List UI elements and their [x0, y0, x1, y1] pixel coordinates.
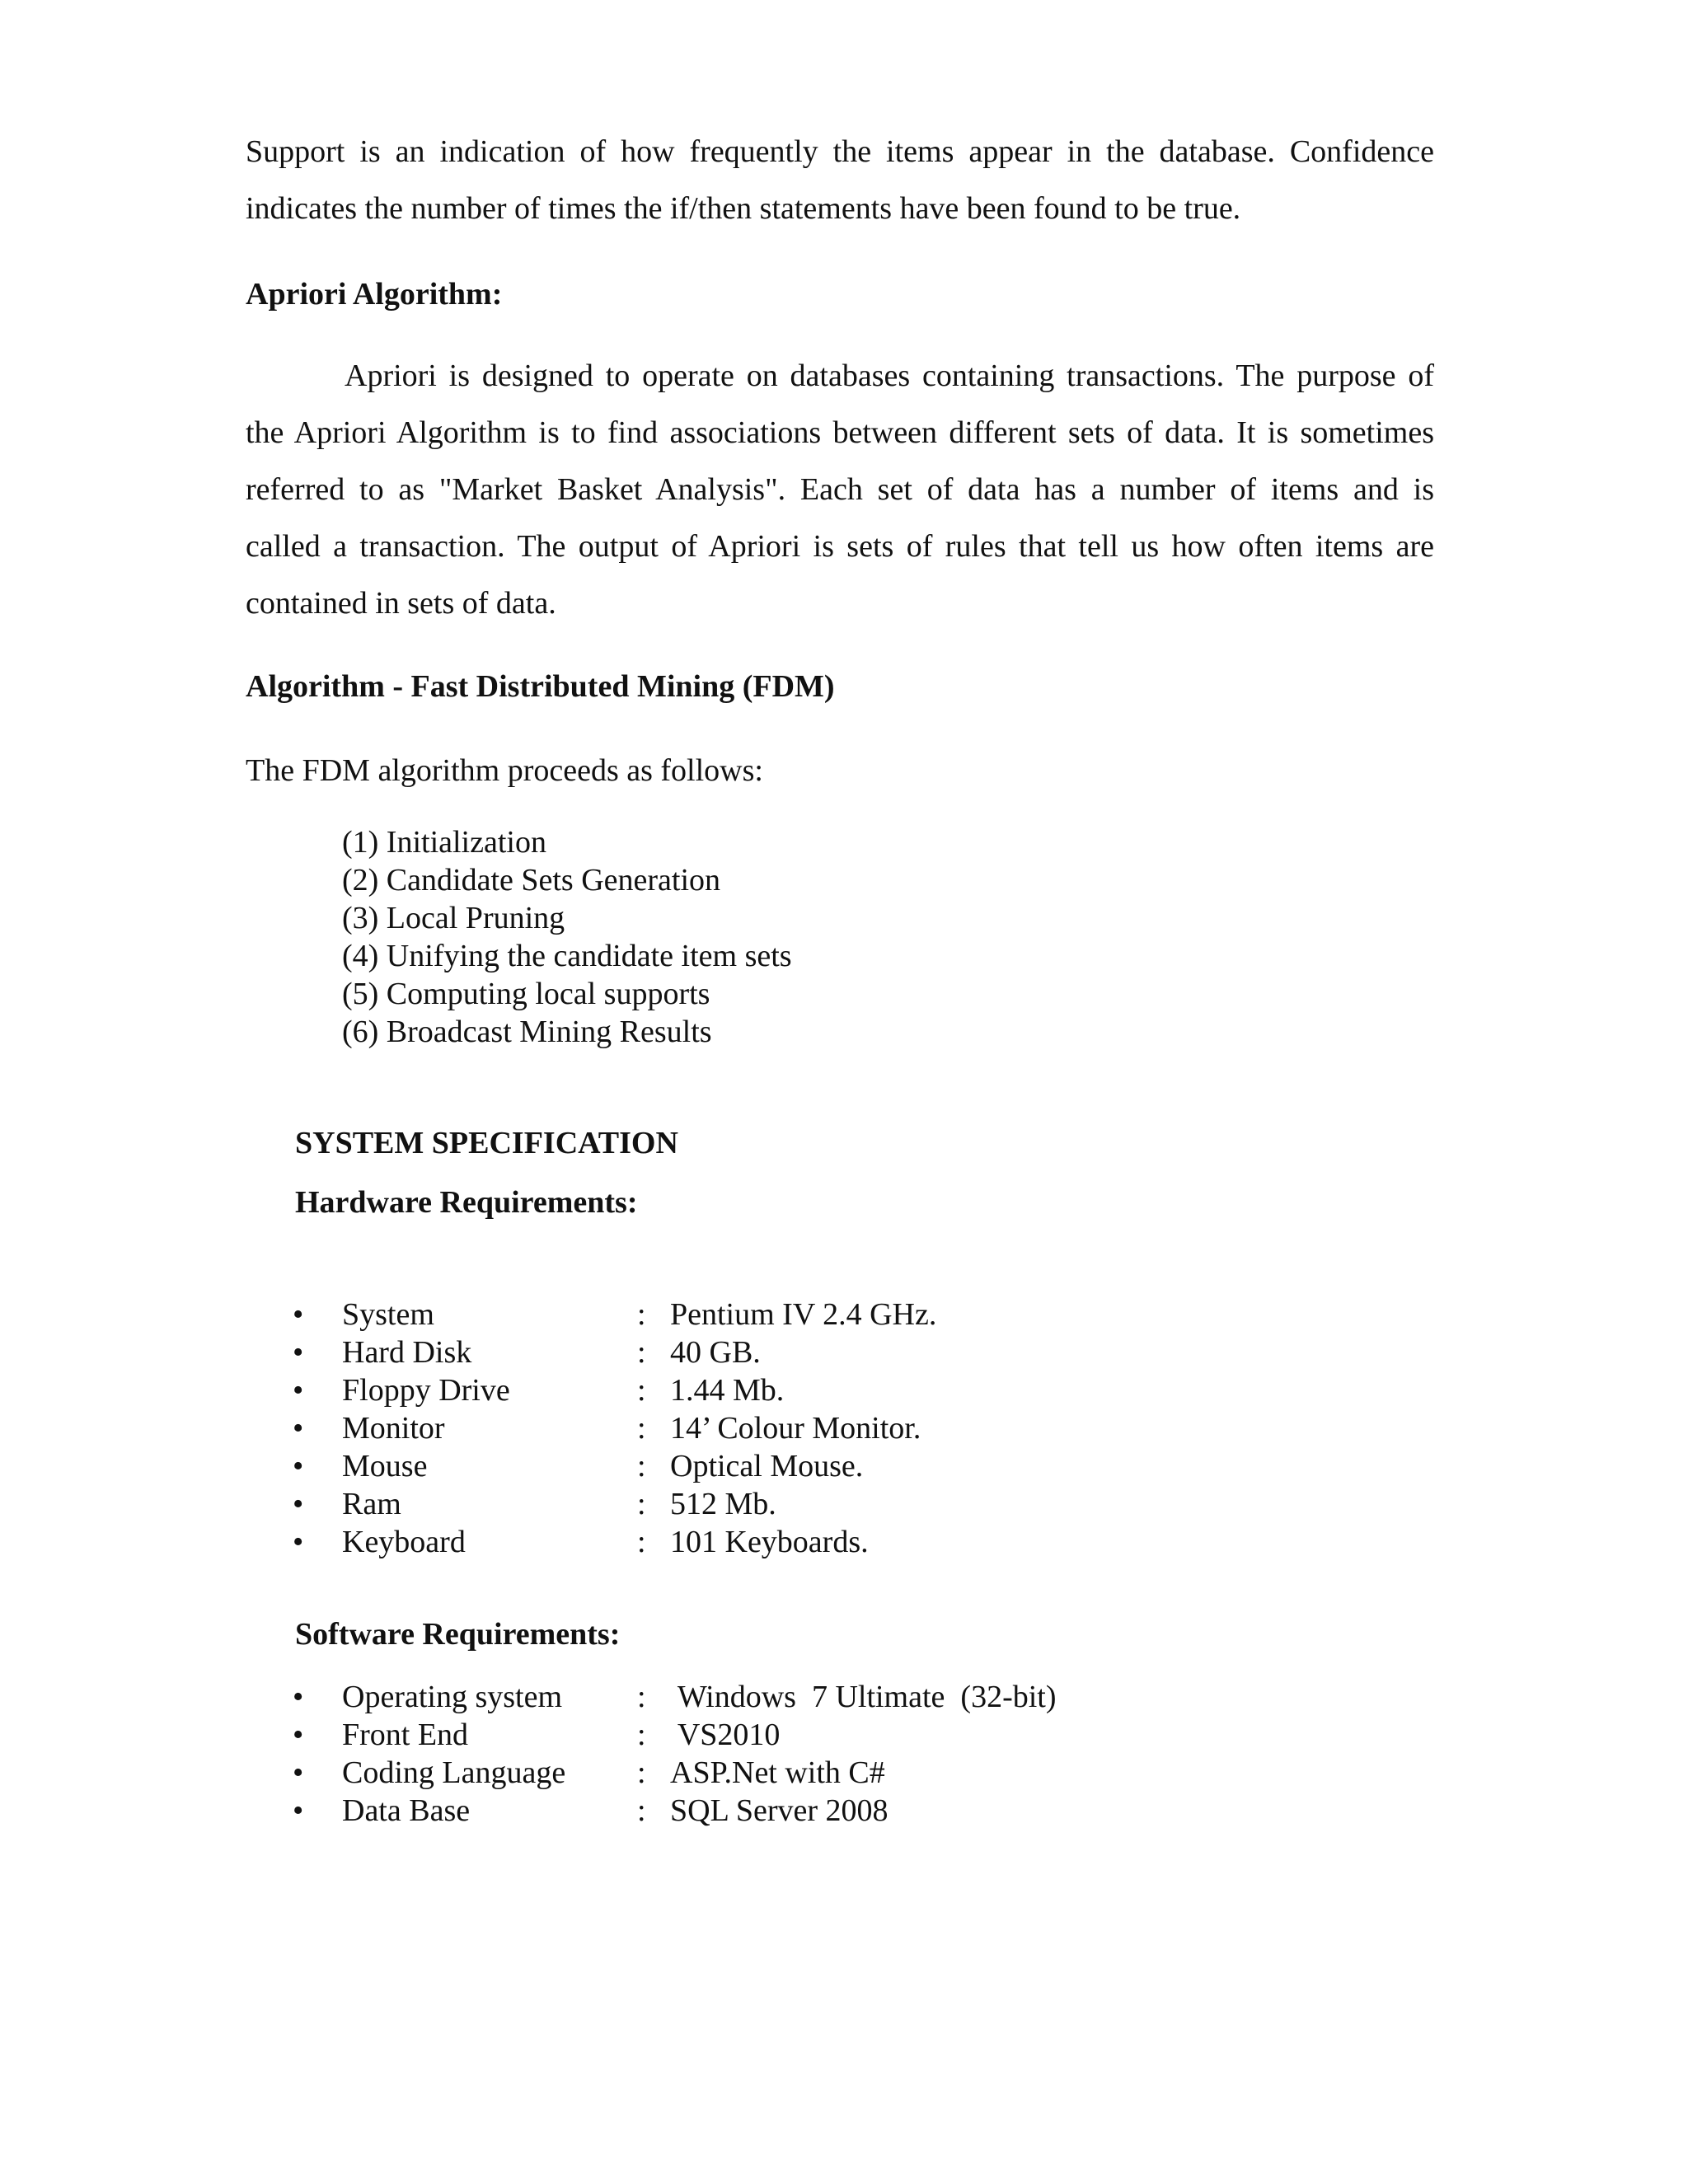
apriori-line-3: referred to as "Market Basket Analysis". Each set of data has a number of items and is — [246, 472, 1434, 507]
bullet: • — [293, 1449, 304, 1483]
spec-label: Ram — [342, 1487, 401, 1521]
apriori-paragraph — [246, 348, 1434, 632]
apriori-line-4: called a transaction. The output of Apriori is sets of rules that tell us how often items are — [246, 529, 1434, 564]
spec-label: Front End — [342, 1718, 469, 1752]
hardware-heading: Hardware Requirements: — [295, 1185, 638, 1220]
bullet: • — [293, 1297, 304, 1332]
software-heading: Software Requirements: — [295, 1617, 621, 1652]
spec-label: Keyboard — [342, 1525, 466, 1559]
spec-value: 14’ Colour Monitor. — [670, 1411, 921, 1446]
fdm-heading: Algorithm - Fast Distributed Mining (FDM) — [246, 669, 835, 704]
fdm-step: (1) Initialization — [342, 825, 546, 860]
system-spec-heading: SYSTEM SPECIFICATION — [295, 1126, 678, 1160]
intro-paragraph — [246, 124, 1434, 237]
apriori-heading: Apriori Algorithm: — [246, 277, 503, 312]
colon: : — [637, 1335, 646, 1370]
spec-label: Floppy Drive — [342, 1373, 510, 1408]
spec-label: Hard Disk — [342, 1335, 472, 1370]
spec-value: 101 Keyboards. — [670, 1525, 869, 1559]
spec-label: Operating system — [342, 1680, 563, 1714]
colon: : — [637, 1793, 646, 1828]
spec-value: VS2010 — [670, 1718, 781, 1752]
spec-label: Data Base — [342, 1793, 471, 1828]
colon: : — [637, 1680, 646, 1714]
spec-label: Monitor — [342, 1411, 445, 1446]
spec-value: 40 GB. — [670, 1335, 761, 1370]
bullet: • — [293, 1793, 304, 1828]
bullet: • — [293, 1487, 304, 1521]
spec-value: 1.44 Mb. — [670, 1373, 785, 1408]
apriori-line-1: Apriori is designed to operate on databases containing transactions. The purpose of — [345, 359, 1434, 393]
bullet: • — [293, 1718, 304, 1752]
colon: : — [637, 1718, 646, 1752]
fdm-steps-list — [342, 823, 792, 1051]
colon: : — [637, 1525, 646, 1559]
colon: : — [637, 1755, 646, 1790]
spec-value: Optical Mouse. — [670, 1449, 864, 1483]
bullet: • — [293, 1755, 304, 1790]
intro-line-2: indicates the number of times the if/then statements have been found to be true. — [246, 191, 1241, 226]
colon: : — [637, 1487, 646, 1521]
colon: : — [637, 1297, 646, 1332]
spec-value: 512 Mb. — [670, 1487, 776, 1521]
bullet: • — [293, 1373, 304, 1408]
spec-label: Coding Language — [342, 1755, 566, 1790]
fdm-step: (6) Broadcast Mining Results — [342, 1015, 712, 1049]
fdm-step: (3) Local Pruning — [342, 901, 565, 935]
spec-label: Mouse — [342, 1449, 428, 1483]
apriori-line-5: contained in sets of data. — [246, 586, 556, 621]
fdm-step: (5) Computing local supports — [342, 977, 710, 1011]
fdm-step: (4) Unifying the candidate item sets — [342, 939, 792, 973]
fdm-intro: The FDM algorithm proceeds as follows: — [246, 753, 763, 788]
spec-label: System — [342, 1297, 434, 1332]
colon: : — [637, 1373, 646, 1408]
apriori-line-2: the Apriori Algorithm is to find associations between different sets of data. It is sometimes — [246, 415, 1434, 450]
spec-value: Pentium IV 2.4 GHz. — [670, 1297, 937, 1332]
bullet: • — [293, 1525, 304, 1559]
spec-value: Windows 7 Ultimate (32-bit) — [670, 1680, 1057, 1714]
fdm-step: (2) Candidate Sets Generation — [342, 863, 721, 898]
colon: : — [637, 1411, 646, 1446]
spec-value: SQL Server 2008 — [670, 1793, 889, 1828]
bullet: • — [293, 1411, 304, 1446]
intro-line-1: Support is an indication of how frequently the items appear in the database. Confidence — [246, 134, 1434, 169]
spec-value: ASP.Net with C# — [670, 1755, 885, 1790]
bullet: • — [293, 1335, 304, 1370]
bullet: • — [293, 1680, 304, 1714]
colon: : — [637, 1449, 646, 1483]
